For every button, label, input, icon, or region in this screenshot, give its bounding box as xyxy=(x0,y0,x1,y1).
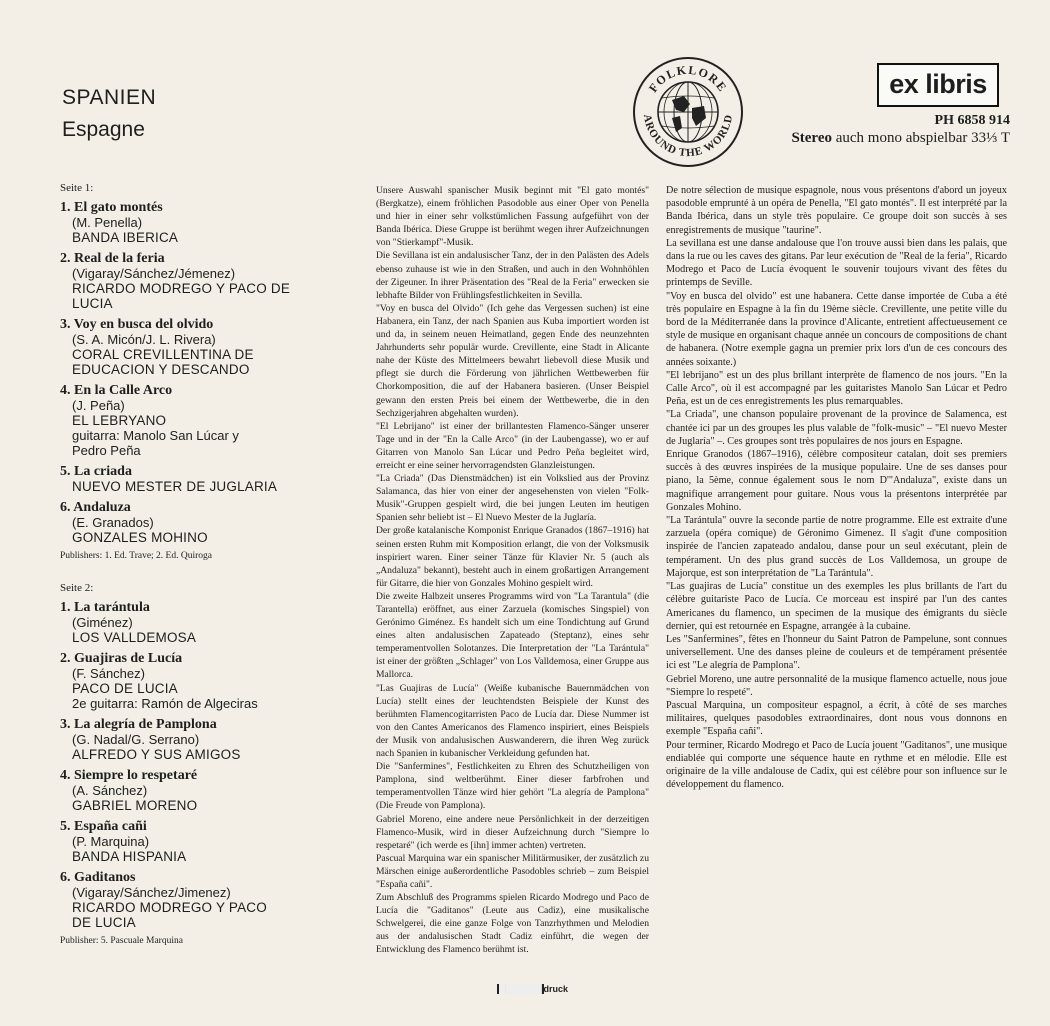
track xyxy=(60,251,360,311)
track-title: 2. Guajiras de Lucía xyxy=(60,651,183,666)
track-performer: NUEVO MESTER DE JUGLARIA xyxy=(72,479,278,494)
track-guitar-credit: guitarra: Manolo San Lúcar y xyxy=(72,428,239,443)
track-performer: GABRIEL MORENO xyxy=(72,798,198,813)
paragraph: Der große katalanische Komponist Enrique Granados (1867–1916) hat seinen ersten Ruhm mit Komposition erlangt, die von der Volksmusik inspiriert waren. Einer seiner Tänze für Klavier Nr. 5 (auch als „Andaluza" bekannt), besteht auch in einem großartigen Arrangement für Gitarre, die hier von Gonzales Mohino gespielt wird. xyxy=(376,525,649,589)
stereo-label: Stereo xyxy=(791,130,832,146)
track-composer: (M. Penella) xyxy=(72,215,143,230)
track-composer: (J. Peña) xyxy=(72,398,125,413)
track xyxy=(60,870,360,930)
track xyxy=(60,464,360,494)
track-title: 4. Siempre lo respetaré xyxy=(60,768,198,783)
track-performer: RICARDO MODREGO Y PACO DE xyxy=(72,281,291,296)
playback-detail: auch mono abspielbar 33⅓ T xyxy=(835,130,1010,146)
track-performer: GONZALES MOHINO xyxy=(72,530,208,545)
paragraph: Pour terminer, Ricardo Modrego et Paco de Lucía jouent "Gaditanos", une musique endiablée qui comporte une séquence haute en rythme et en mélodie. Elle est originaire de la ville andalouse de Cadix, qui est célèbre pour son influence sur le développement du flamenco. xyxy=(666,739,1007,791)
emblem-top-text: FOLKLORE xyxy=(645,62,731,95)
side1-publishers: Publishers: 1. Ed. Trave; 2. Ed. Quiroga xyxy=(60,551,212,561)
paragraph: De notre sélection de musique espagnole, nous vous présentons d'abord un joyeux pasodoble emprunté à un opéra de Penella, "El gato montés". Il est interprété par la Banda Ibérica, dans un style très populaire. Ce groupe doit son succès à ses enregistrements de musique "taurine". xyxy=(666,185,1007,236)
paragraph: Unsere Auswahl spanischer Musik beginnt mit "El gato montés" (Bergkatze), einem fröhlichen Pasodoble aus einer Oper von Penella und hier in einer sehr volkstümlichen Fassung aufgeführt von der Banda Ibérica. Diese Gruppe ist berühmt wegen ihrer Aufzeichnungen von "Stierkampf"-Musik. xyxy=(376,185,649,249)
paragraph: "La Tarántula" ouvre la seconde partie de notre programme. Elle est extraite d'une zarzuela (opéra comique) de Géronimo Gimenez. Il s'agit d'une composition inspirée de l'ancien zapateado andalou, danse pour un seul exécutant, plein de tempérament. Un des plus grand succès de Los Valldemosa, un groupe de Majorque, est son interprétation de "La Tarántula". xyxy=(666,515,1007,579)
track-title: 3. Voy en busca del olvido xyxy=(60,317,214,332)
track-title: 5. La criada xyxy=(60,464,132,479)
paragraph: "Las Guajiras de Lucía" (Weiße kubanische Bauernmädchen von Lucía) stellt eines der leuchtendsten Beispiele der Kunst des berühmten Flamencogitarristen Paco de Lucía dar. Diese Nummer ist von den Cantes Americanos des Flamenco inspiriert, eines Beispiels der Musik von andalusischen Auswanderern, die ihren Weg zurück nach Spanien in kubanischer Verkleidung gefunden hat. xyxy=(376,682,649,760)
page-title: SPANIEN xyxy=(62,86,157,109)
track-title: 2. Real de la feria xyxy=(60,251,165,266)
track-composer: (P. Marquina) xyxy=(72,834,150,849)
printer-logo-block: ███████ xyxy=(499,984,542,994)
track-title: 6. Andaluza xyxy=(60,500,131,515)
paragraph: "El lebrijano" est un des plus brillant interprète de flamenco de nos jours. "En la Calle Arco", où il est accompagné par les guitaristes Manolo San Lúcar et Pedro Peña, est un de ces enregistrements les plus remarquables. xyxy=(666,369,1007,408)
printer-word: druck xyxy=(543,984,569,994)
track-composer: (A. Sánchez) xyxy=(72,783,148,798)
paragraph: "Voy en busca del olvido" est une habanera. Cette danse importée de Cuba a été très populaire en Espagne à la fin du 19ème siècle. Crevillente, une petite ville du bord de la Méditerranée dans la province d'Alicante, entretient affectueusement ce style de musique en organisant chaque année un concours de compositions de chant de habanera. (Notre exemple gagna un premier prix lors d'un de ces concours des années soixante.) xyxy=(666,290,1007,368)
track xyxy=(60,651,360,711)
track-title: 1. La tarántula xyxy=(60,600,150,615)
paragraph: Die "Sanfermines", Festlichkeiten zu Ehren des Schutzheiligen von Pamplona, sind weltberühmt. Einer dieser farbfrohen und temperamentvollen Tänze wird hier gehört "La alegría de Pamplona" (Die Freude von Pamplona). xyxy=(376,761,649,812)
track-title: 6. Gaditanos xyxy=(60,870,136,885)
track-performer: DE LUCIA xyxy=(72,915,136,930)
track-performer: BANDA IBERICA xyxy=(72,230,179,245)
paragraph: Enrique Granodos (1867–1916), célèbre compositeur catalan, doit ses premiers succès à des œuvres inspirées de la musique populaire. Une de ses danses pour piano, la 5ème, connue également sous le nom D'"Andaluza", existe dans un magnifique arrangement pour guitare. Nous vous la présentons interprétée par Gonzales Mohino. xyxy=(666,449,1007,513)
paragraph: "La Criada" (Das Dienstmädchen) ist ein Volkslied aus der Provinz Salamanca, das hier von einer der angesehensten von vielen "Folk-Musik"-Gruppen gespielt wird, die bei jungen Leuten im heutigen Spanien sehr beliebt ist – El Nuevo Mester de la Juglaría. xyxy=(376,473,649,524)
paragraph: La sevillana est une danse andalouse que l'on trouve aussi bien dans les palais, que dans la rue ou les caves des gitans. Par leur exécution de "Real de la feria", Ricardo Modrego et Paco de Lucía évoquent le souvenir toujours vivant des fêtes du printemps de Seville. xyxy=(666,237,1007,289)
side2-label: Seite 2: xyxy=(60,582,94,594)
track-guitar-credit: Pedro Peña xyxy=(72,443,141,458)
track-performer: ALFREDO Y SUS AMIGOS xyxy=(72,747,241,762)
track-title: 4. En la Calle Arco xyxy=(60,383,173,398)
track-title: 3. La alegría de Pamplona xyxy=(60,717,217,732)
track xyxy=(60,717,360,762)
globe-icon xyxy=(632,56,744,168)
track-composer: (F. Sánchez) xyxy=(72,666,145,681)
track xyxy=(60,317,360,377)
track-composer: (S. A. Micón/J. L. Rivera) xyxy=(72,332,216,347)
track-performer: LOS VALLDEMOSA xyxy=(72,630,197,645)
track xyxy=(60,500,360,545)
track xyxy=(60,768,360,813)
track xyxy=(60,600,360,645)
track-title: 1. El gato montés xyxy=(60,200,163,215)
liner-notes-french xyxy=(666,184,1007,791)
track-guitar-credit: 2e guitarra: Ramón de Algeciras xyxy=(72,696,258,711)
paragraph: Gebriel Moreno, une autre personnalité de la musique flamenco actuelle, nous joue "Siempre lo respeté". xyxy=(666,673,1007,698)
liner-notes-german xyxy=(376,184,649,957)
track-composer: (G. Nadal/G. Serrano) xyxy=(72,732,200,747)
track-performer: PACO DE LUCIA xyxy=(72,681,178,696)
track xyxy=(60,383,360,458)
track-performer: RICARDO MODREGO Y PACO xyxy=(72,900,267,915)
side2-publishers: Publisher: 5. Pascuale Marquina xyxy=(60,936,183,946)
playback-note xyxy=(791,130,1010,147)
paragraph: "Las guajiras de Lucía" constitue un des exemples les plus brillants de l'art du célèbre guitariste Paco de Lucía. Ce morceau est inspiré par l'un des cantes Americanes du flamenco, un specimen de la musique des émigrants du siècle dernier, qui est retournée en Espagne, arrangée à la cubaine. xyxy=(666,581,1007,632)
paragraph: Die zweite Halbzeit unseres Programms wird von "La Tarantula" (die Tarantella) eröffnet, aus einer Zarzuela (komisches Singspiel) von Gerónimo Giménez. Es handelt sich um eine Tondichtung auf Grund eines alten andalusischen Zapateado (Steptanz), eines sehr temperamentvollen Solotanzes. Die Interpretation der "La Tarántula" ist einer der größten „Schlager" von Los Valldemosa, einer Gruppe aus Mallorca. xyxy=(376,590,649,681)
track xyxy=(60,200,360,245)
emblem-bottom-text: AROUND THE WORLD xyxy=(640,113,736,160)
track-performer: LUCIA xyxy=(72,296,113,311)
page-subtitle: Espagne xyxy=(62,118,145,141)
track-composer: (Vigaray/Sánchez/Jimenez) xyxy=(72,885,231,900)
paragraph: Gabriel Moreno, eine andere neue Persönlichkeit in der derzeitigen Flamenco-Musik, wird in dieser Aufzeichnung durch "Siempre lo respetaré" (ich werde es [ihn] immer achten) vertreten. xyxy=(376,813,649,851)
side1-tracklist xyxy=(60,200,360,561)
paragraph: Pascual Marquina, un compositeur espagnol, a écrit, à côté de ses marches militaires, quelques pasodobles extraordinaires, dont nous vous donnons en exemple "España cañi". xyxy=(666,699,1007,738)
track-performer: CORAL CREVILLENTINA DE xyxy=(72,347,254,362)
track-performer: BANDA HISPANIA xyxy=(72,849,187,864)
track-title: 5. España cañi xyxy=(60,819,147,834)
paragraph: "La Criada", une chanson populaire provenant de la province de Salamenca, est chantée ici par un des groupes les plus valable de "folk-music" – "El nuevo Mester de Juglaría" –. Ces groupes sont très populaires de nos jours en Espagne. xyxy=(666,409,1007,447)
paragraph: Die Sevillana ist ein andalusischer Tanz, der in den Palästen des Adels ebenso zuhause ist wie in den Straßen, und auch in den Wohnhöhlen der Zigeuner. In ihrer Präsentation des "Real de la Feria" erwecken sie lebhafte Bilder von Frühlingsfestlichkeiten in Sevilla. xyxy=(376,250,649,301)
paragraph: "El Lebrijano" ist einer der brillantesten Flamenco-Sänger unserer Tage und in der "En la Calle Arco" (in der Laubengasse), wo er auf Gitarren von Manolo San Lúcar und Pedro Peña begleitet wird, erreicht er eine seiner hervorragendsten Glanzleistungen. xyxy=(376,420,649,471)
track xyxy=(60,819,360,864)
catalog-number: PH 6858 914 xyxy=(934,113,1010,128)
track-performer: EL LEBRYANO xyxy=(72,413,167,428)
side2-tracklist xyxy=(60,600,360,946)
paragraph: "Voy en busca del Olvido" (Ich gehe das Vergessen suchen) ist eine Habanera, ein Tanz, der nach Spanien aus Kuba importiert worden ist und da, in seinem neuen Heimatland, gegen Ende des neunzehnten Jahrhunderts sehr populär wurde. Crevillente, eine Stadt in Alicante nahe der Küste des Mittelmeers bewahrt liebevoll diese Musik und pflegt sie durch die Förderung von jährlichen Wettbewerben für Chorkomposition, die auf der Habanera basieren. (Unser Beispiel gewann den ersten Preis bei einem der Wettbewerbe, die in den Sechzigerjahren abgehalten wurden). xyxy=(376,302,649,419)
side1-label: Seite 1: xyxy=(60,182,94,194)
track-composer: (E. Granados) xyxy=(72,515,154,530)
track-composer: (Giménez) xyxy=(72,615,133,630)
paragraph: Pascual Marquina war ein spanischer Militärmusiker, der zusätzlich zu Märschen einige außerordentliche Pasodobles schrieb – zum Beispiel "España cañi". xyxy=(376,852,649,890)
paragraph: Les "Sanfermines", fêtes en l'honneur du Saint Patron de Pampelune, sont connues universellement. Une des danses pleine de couleurs et de tempérament présentée ici est "Le alegría de Pamplona". xyxy=(666,633,1007,672)
printer-mark xyxy=(497,984,568,994)
brand-logo: ex libris xyxy=(877,63,999,107)
track-composer: (Vigaray/Sánchez/Jémenez) xyxy=(72,266,236,281)
paragraph: Zum Abschluß des Programms spielen Ricardo Modrego und Paco de Lucía die "Gaditanos" (Leute aus Cadiz), eine musikalische Schwelgerei, die eine ganze Folge von Tanzrhythmen und Melodien aus der andalusischen Stadt Cadiz einführt, die wegen der Entwicklung des Flamenco berühmt ist. xyxy=(376,892,649,956)
track-performer: EDUCACION Y DESCANDO xyxy=(72,362,250,377)
